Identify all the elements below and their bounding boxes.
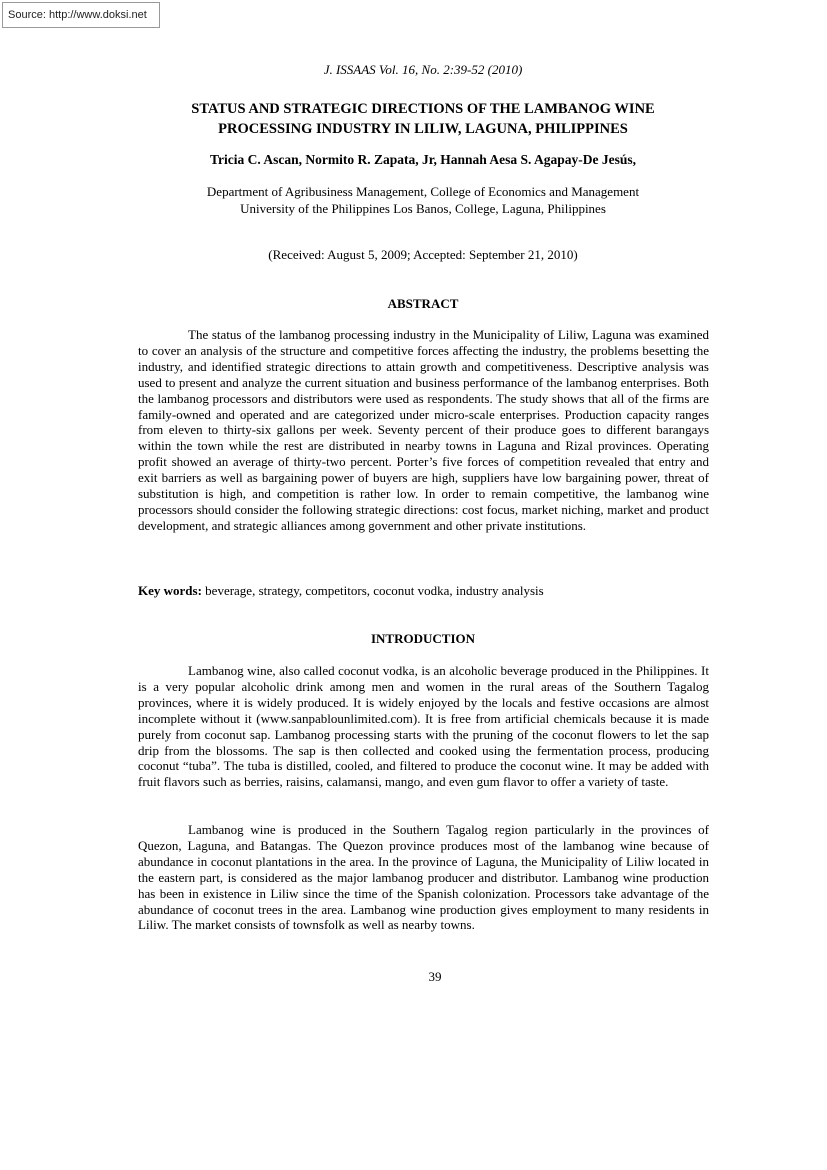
abstract-text: The status of the lambanog processing industry in the Municipality of Liliw, Laguna was examined to cover an analysis of the structure and competitive forces affecting the industry, the problems besetting the industry, and identified strategic directions to attain growth and competitiveness. Descriptive analysis was used to present and analyze the current situation and business performance of the lambanog enterprises. Both the lambanog processors and distributors were used as respondents. The study shows that all of the firms are family-owned and operated and are categorized under micro-scale enterprises. Production capacity ranges from eleven to thirty-six gallons per week. Seventy percent of their produce goes to different barangays within the town while the rest are distributed in nearby towns in Laguna and Rizal provinces. Operating profit showed an average of thirty-two percent. Porter’s five forces of competition revealed that entry and exit barriers as well as bargaining power of buyers are high, suppliers have low bargaining power, threat of substitution is high, and competition is rather low. In order to remain competitive, the lambanog wine processors should consider the following strategic directions: cost focus, market niching, market and product development, and strategic alliances among government and other private institutions. <box>138 327 709 533</box>
affiliation-line-2: University of the Philippines Los Banos, College, Laguna, Philippines <box>240 201 606 216</box>
page-number: 39 <box>428 969 442 984</box>
source-label: Source: http://www.doksi.net <box>2 2 160 28</box>
abstract-heading: ABSTRACT <box>387 296 459 311</box>
keywords <box>138 583 709 599</box>
received-dates: (Received: August 5, 2009; Accepted: September 21, 2010) <box>268 247 578 262</box>
intro-paragraph-1: Lambanog wine, also called coconut vodka, is an alcoholic beverage produced in the Philippines. It is a very popular alcoholic drink among men and women in the rural areas of the Southern Tagalog provinces, where it is widely produced. It is widely enjoyed by the locals and festive occasions are almost incomplete without it (www.sanpablounlimited.com). It is free from artificial chemicals because it is made purely from coconut sap. Lambanog processing starts with the pruning of the coconut flowers to let the sap drip from the blossoms. The sap is then collected and cooked using the fermentation process, producing coconut “tuba”. The tuba is distilled, cooled, and filtered to produce the coconut wine. It may be added with fruit flavors such as berries, raisins, calamansi, mango, and even gum flavor to offer a variety of taste. <box>138 663 709 790</box>
authors: Tricia C. Ascan, Normito R. Zapata, Jr, Hannah Aesa S. Agapay-De Jesús, <box>209 152 637 167</box>
title-line-2: PROCESSING INDUSTRY IN LILIW, LAGUNA, PHILIPPINES <box>218 121 628 137</box>
title-line-1: STATUS AND STRATEGIC DIRECTIONS OF THE LAMBANOG WINE <box>191 101 655 117</box>
paper-title <box>0 99 827 139</box>
affiliation <box>0 183 827 217</box>
introduction-heading: INTRODUCTION <box>370 631 475 646</box>
journal-reference: J. ISSAAS Vol. 16, No. 2:39-52 (2010) <box>323 62 523 77</box>
intro-paragraph-2: Lambanog wine is produced in the Southern Tagalog region particularly in the provinces of Quezon, Laguna, and Batangas. The Quezon province produces most of the lambanog wine because of abundance in coconut plantations in the area. In the province of Laguna, the Municipality of Liliw located in the eastern part, is considered as the major lambanog producer and distributor. Lambanog wine production has been in existence in Liliw since the time of the Spanish colonization. Processors take advantage of the abundance of coconut trees in the area. Lambanog wine production gives employment to many residents in Liliw. The market consists of townsfolk as well as nearby towns. <box>138 822 709 933</box>
keywords-label: Key words: <box>138 583 202 598</box>
keywords-text: beverage, strategy, competitors, coconut vodka, industry analysis <box>201 583 544 598</box>
affiliation-line-1: Department of Agribusiness Management, College of Economics and Management <box>206 184 640 199</box>
